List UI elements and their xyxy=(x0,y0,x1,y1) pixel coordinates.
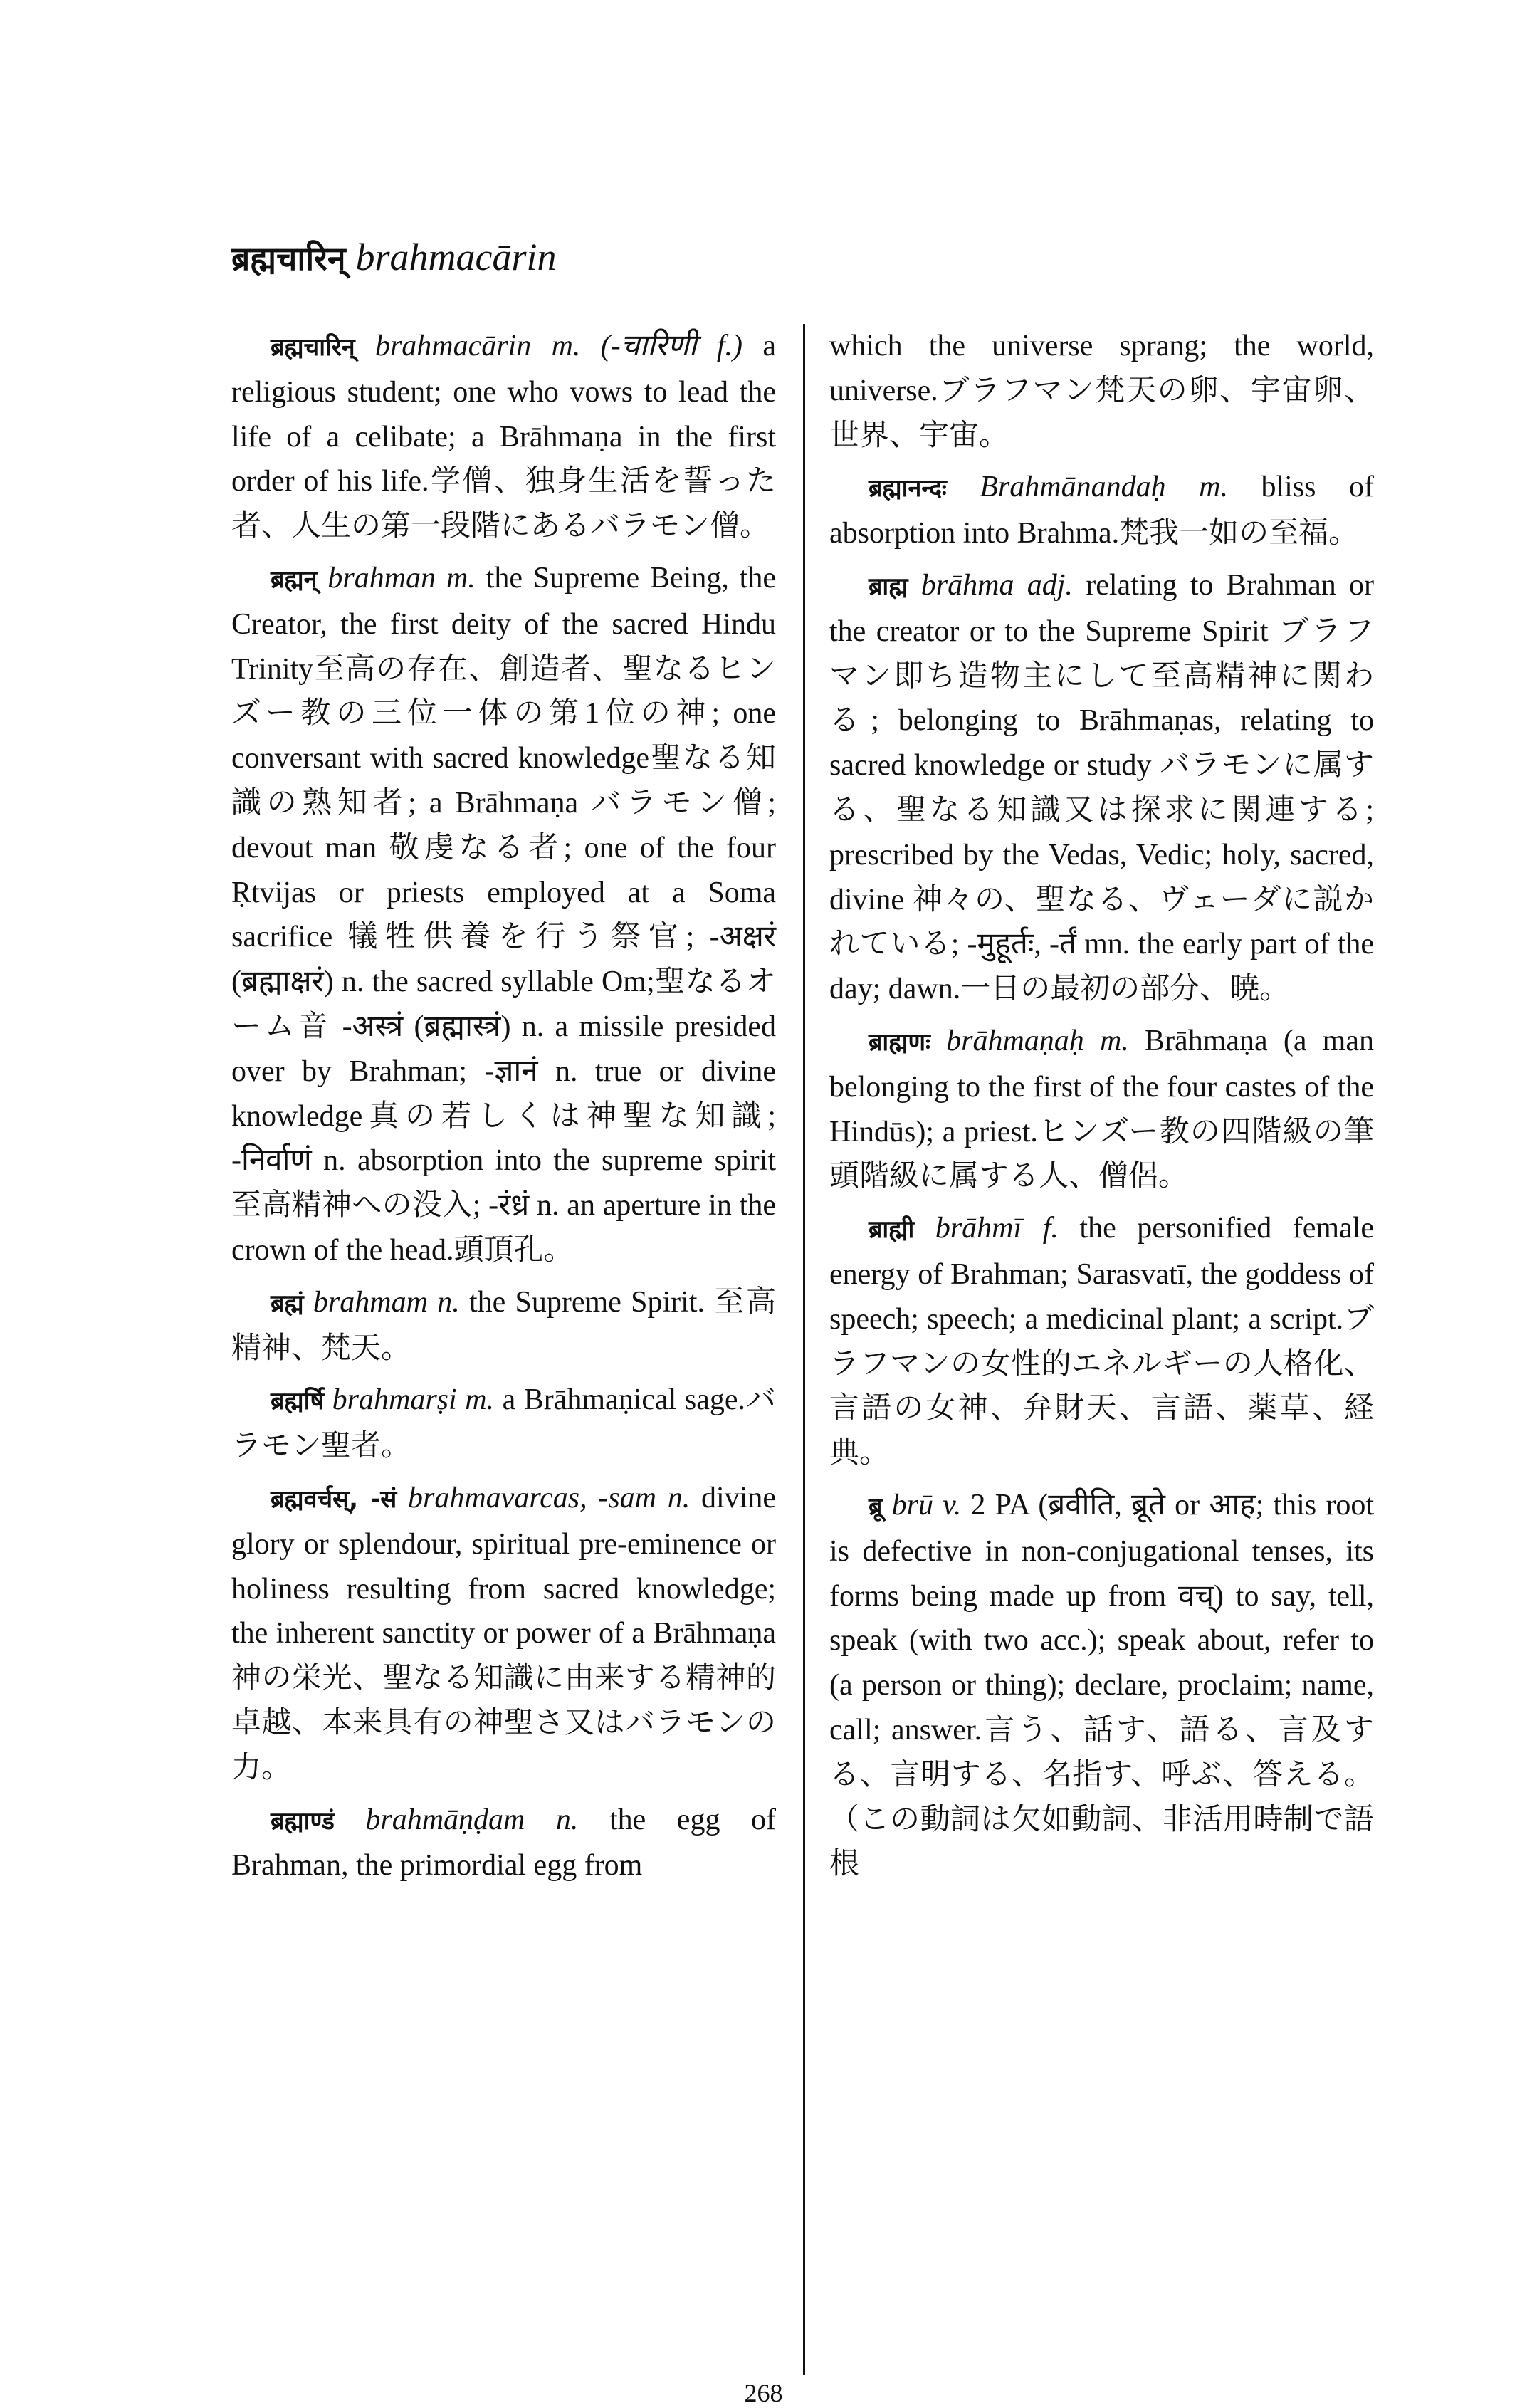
entry-devanagari: ब्रह्मवर्चस्, -सं xyxy=(271,1485,397,1514)
entry-devanagari: ब्राह्मी xyxy=(869,1215,915,1245)
entry-definition: 2 PA (ब्रवीति, ब्रूते or आह; this root is defective in non-conjugational tenses, its forms being made up from वच्) to say, tell, speak (with two acc.); speak about, refer to (a person or thing); declare, proclaim; name, call; answer.言う、話す、語る、言及する、言明する、名指す、呼ぶ、答える。（この動詞は欠如動詞、非活用時制で語根 xyxy=(829,1488,1374,1881)
dictionary-entry xyxy=(231,1798,776,1889)
entry-devanagari: ब्रह्मचारिन् xyxy=(271,333,355,362)
dictionary-entry xyxy=(829,1206,1374,1476)
entry-definition: divine glory or splendour, spiritual pre-eminence or holiness resulting from sacred knowledge; the inherent sanctity or power of a Brāhmaṇa神の栄光、聖なる知識に由来する精神的卓越、本来具有の神聖さ又はバラモンの力。 xyxy=(231,1481,776,1784)
entry-devanagari: ब्रह्मानन्दः xyxy=(869,474,947,503)
header-headword-latin: brahmacārin xyxy=(355,236,557,278)
dictionary-entry xyxy=(231,324,776,549)
entry-definition: Brāhmaṇa (a man belonging to the first of the four castes of the Hindūs); a priest.ヒンズー教の四階級の筆頭階級に属する人、僧侶。 xyxy=(829,1024,1374,1193)
entry-devanagari: ब्रू xyxy=(869,1492,883,1521)
entry-definition: the Supreme Spirit. 至高精神、梵天。 xyxy=(231,1285,776,1365)
dictionary-entry xyxy=(829,1483,1374,1887)
dictionary-entry xyxy=(231,1378,776,1469)
entry-definition: the personified female energy of Brahman; Sarasvatī, the goddess of speech; speech; a medicinal plant; a script.ブラフマンの女性的エネルギーの人格化、言語の女神、弁財天、言語、薬草、経典。 xyxy=(829,1212,1375,1470)
entry-definition: relating to Brahman or the creator or to the Supreme Spirit ブラフマン即ち造物主にして至高精神に関わる; belonging to Brāhmaṇas, relating to sacred knowledge or study バラモンに属する、聖なる知識又は探求に関連する; prescribed by the Vedas, Vedic; holy, sacred, divine 神々の、聖なる、ヴェーダに説かれている; -मुहूर्तः, -र्तं mn. the early part of the day; dawn.一日の最初の部分、暁。 xyxy=(829,568,1374,1006)
entry-latin: brāhmī f. xyxy=(935,1212,1059,1245)
dictionary-entry xyxy=(231,1280,776,1371)
entry-definition: bliss of absorption into Brahma.梵我一如の至福。 xyxy=(829,471,1375,550)
dictionary-entry xyxy=(829,563,1374,1012)
entry-latin: brahman m. xyxy=(327,561,476,595)
dictionary-entry xyxy=(231,1476,776,1791)
entry-devanagari: ब्रह्माण्डं xyxy=(271,1806,335,1836)
entry-devanagari: ब्रह्मं xyxy=(271,1289,304,1318)
entry-latin: brahmacārin m. (-चारिणी f.) xyxy=(374,330,743,362)
entry-definition: which the universe sprang; the world, universe.ブラフマン梵天の卵、宇宙卵、世界、宇宙。 xyxy=(829,330,1374,452)
left-column xyxy=(231,324,776,1895)
entry-definition: the Supreme Being, the Creator, the first deity of the sacred Hindu Trinity至高の存在、創造者、聖なるヒンズー教の三位一体の第1位の神; one conversant with sacred knowledge聖なる知識の熟知者; a Brāhmaṇa バラモン僧; devout man 敬虔なる者; one of the four Ṛtvijas or priests employed at a Soma sacrifice 犠牲供養を行う祭官; -अक्षरं (ब्रह्माक्षरं) n. the sacred syllable Om;聖なるオーム音 -अस्त्रं (ब्रह्मास्त्रं) n. a missile presided over by Brahman; -ज्ञानं n. true or divine knowledge真の若しくは神聖な知識; -निर्वाणं n. absorption into the supreme spirit至高精神への没入; -रंध्रं n. an aperture in the crown of the head.頭頂孔。 xyxy=(231,561,776,1267)
dictionary-entry xyxy=(829,465,1374,556)
dictionary-entry xyxy=(829,1019,1374,1199)
entry-latin: brāhma adj. xyxy=(920,568,1073,602)
entry-definition: a Brāhmaṇical sage.バラモン聖者。 xyxy=(231,1383,777,1463)
column-divider xyxy=(803,324,805,2375)
entry-latin: brahmavarcas, -sam n. xyxy=(408,1481,691,1514)
header-headword-devanagari: ब्रह्मचारिन् xyxy=(231,239,346,278)
entry-latin: brū v. xyxy=(891,1488,962,1522)
entry-latin: brahmarṣi m. xyxy=(332,1383,495,1417)
entry-definition: a religious student; one who vows to lead the life of a celibate; a Brāhmaṇa in the first order of his life.学僧、独身生活を誓った者、人生の第一段階にあるバラモン僧。 xyxy=(231,330,776,543)
page-number: 268 xyxy=(744,2379,783,2407)
entry-devanagari: ब्राह्मणः xyxy=(869,1027,930,1057)
entry-devanagari: ब्राह्म xyxy=(869,572,908,601)
page-header xyxy=(231,235,557,280)
dictionary-entry xyxy=(231,556,776,1273)
entry-latin: Brahmānandaḥ m. xyxy=(980,471,1228,504)
entry-latin: brahmam n. xyxy=(313,1285,460,1319)
entry-devanagari: ब्रह्मन् xyxy=(271,565,318,594)
dictionary-entry-continued xyxy=(829,324,1374,458)
entry-definition: the egg of Brahman, the primordial egg from xyxy=(231,1803,776,1883)
entry-devanagari: ब्रह्मर्षि xyxy=(271,1387,325,1416)
entry-latin: brahmāṇḍam n. xyxy=(365,1803,579,1836)
entry-latin: brāhmaṇaḥ m. xyxy=(946,1024,1129,1057)
right-column xyxy=(829,324,1374,1894)
